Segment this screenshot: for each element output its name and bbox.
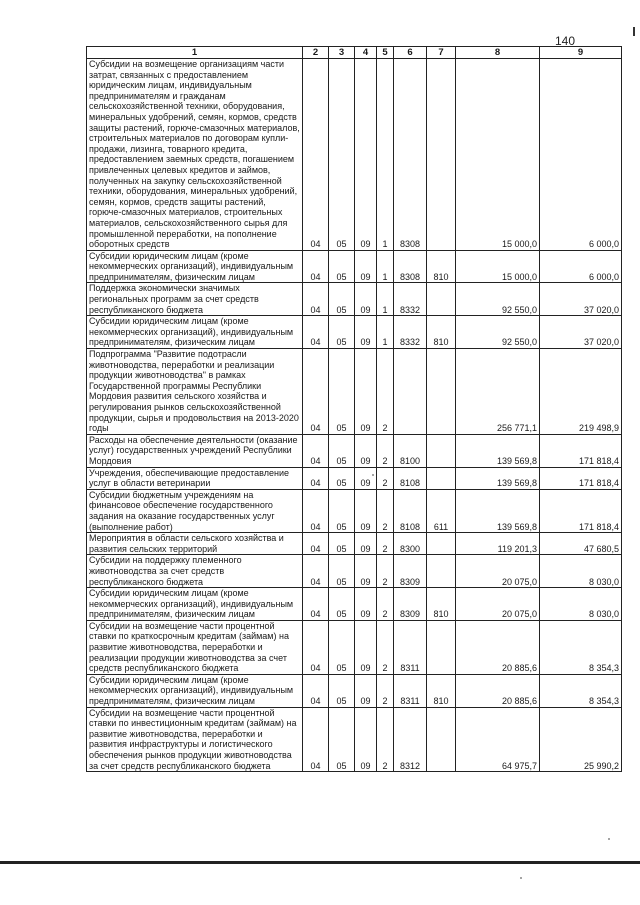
code-cell: 8312	[394, 707, 427, 772]
code-cell: 2	[377, 434, 394, 467]
table-row	[87, 707, 622, 772]
table-row	[87, 588, 622, 621]
code-cell: 611	[427, 489, 456, 532]
header-cell: 5	[377, 47, 394, 59]
code-cell	[427, 620, 456, 674]
code-cell: 05	[329, 620, 355, 674]
table-row	[87, 59, 622, 251]
code-cell	[427, 283, 456, 316]
amount-cell: 171 818,4	[540, 489, 622, 532]
row-name-cell: Субсидии юридическим лицам (кроме некоммерческих организаций), индивидуальным предпринимателям, физическим лицам	[87, 250, 303, 283]
code-cell: 09	[355, 588, 377, 621]
row-name-cell: Учреждения, обеспечивающие предоставление услуг в области ветеринарии	[87, 467, 303, 489]
code-cell: 09	[355, 533, 377, 555]
header-cell: 8	[456, 47, 540, 59]
code-cell: 04	[303, 533, 329, 555]
code-cell: 05	[329, 674, 355, 707]
amount-cell: 8 030,0	[540, 555, 622, 588]
code-cell: 04	[303, 674, 329, 707]
row-name-cell: Субсидии юридическим лицам (кроме некоммерческих организаций), индивидуальным предпринимателям, физическим лицам	[87, 674, 303, 707]
amount-cell: 139 569,8	[456, 489, 540, 532]
table-row	[87, 533, 622, 555]
code-cell: 09	[355, 316, 377, 349]
header-row	[87, 47, 622, 59]
row-name-cell: Субсидии на возмещение части процентной ставки по инвестиционным кредитам (займам) на развитие животноводства, переработки и развития инфраструктуры и логистического обеспечения рынков продукции животноводства за счет средств республиканского бюджета	[87, 707, 303, 772]
code-cell: 05	[329, 707, 355, 772]
amount-cell: 20 885,6	[456, 674, 540, 707]
code-cell: 8332	[394, 283, 427, 316]
code-cell	[427, 59, 456, 251]
amount-cell: 8 354,3	[540, 620, 622, 674]
amount-cell: 119 201,3	[456, 533, 540, 555]
amount-cell: 20 075,0	[456, 588, 540, 621]
amount-cell: 64 975,7	[456, 707, 540, 772]
code-cell: 8311	[394, 620, 427, 674]
code-cell: 04	[303, 316, 329, 349]
code-cell: 8108	[394, 467, 427, 489]
table-row	[87, 674, 622, 707]
code-cell: 1	[377, 59, 394, 251]
code-cell	[427, 349, 456, 435]
scan-speck	[520, 877, 522, 879]
amount-cell: 37 020,0	[540, 283, 622, 316]
code-cell: 2	[377, 555, 394, 588]
code-cell: 1	[377, 250, 394, 283]
header-cell: 9	[540, 47, 622, 59]
amount-cell: 92 550,0	[456, 316, 540, 349]
code-cell: 05	[329, 533, 355, 555]
code-cell: 2	[377, 588, 394, 621]
code-cell: 1	[377, 316, 394, 349]
code-cell	[427, 707, 456, 772]
amount-cell: 8 030,0	[540, 588, 622, 621]
code-cell	[427, 434, 456, 467]
code-cell: 2	[377, 674, 394, 707]
amount-cell: 256 771,1	[456, 349, 540, 435]
code-cell: 09	[355, 674, 377, 707]
amount-cell: 6 000,0	[540, 59, 622, 251]
table-row	[87, 467, 622, 489]
code-cell: 8308	[394, 59, 427, 251]
amount-cell: 139 569,8	[456, 467, 540, 489]
scan-speck	[372, 474, 374, 476]
row-name-cell: Субсидии бюджетным учреждениям на финансовое обеспечение государственного задания на оказание государственных услуг (выполнение работ)	[87, 489, 303, 532]
amount-cell: 20 885,6	[456, 620, 540, 674]
table-row	[87, 489, 622, 532]
bottom-border-line	[0, 861, 640, 864]
code-cell: 8311	[394, 674, 427, 707]
code-cell: 810	[427, 588, 456, 621]
code-cell: 04	[303, 588, 329, 621]
row-name-cell: Поддержка экономически значимых региональных программ за счет средств республиканского бюджета	[87, 283, 303, 316]
code-cell: 04	[303, 489, 329, 532]
amount-cell: 37 020,0	[540, 316, 622, 349]
table-row	[87, 316, 622, 349]
code-cell: 1	[377, 283, 394, 316]
code-cell: 05	[329, 489, 355, 532]
code-cell: 05	[329, 588, 355, 621]
table-body	[87, 59, 622, 772]
code-cell: 810	[427, 250, 456, 283]
amount-cell: 20 075,0	[456, 555, 540, 588]
code-cell: 04	[303, 707, 329, 772]
scan-speck	[608, 838, 610, 840]
code-cell: 04	[303, 620, 329, 674]
table-row	[87, 283, 622, 316]
amount-cell: 25 990,2	[540, 707, 622, 772]
code-cell: 2	[377, 533, 394, 555]
amount-cell: 139 569,8	[456, 434, 540, 467]
code-cell: 04	[303, 349, 329, 435]
code-cell: 09	[355, 489, 377, 532]
code-cell: 2	[377, 489, 394, 532]
code-cell: 2	[377, 620, 394, 674]
row-name-cell: Субсидии на возмещение части процентной ставки по краткосрочным кредитам (займам) на развитие животноводства, переработки и реализации продукции животноводства за счет средств республиканского бюджета	[87, 620, 303, 674]
code-cell: 04	[303, 434, 329, 467]
code-cell: 2	[377, 707, 394, 772]
amount-cell: 219 498,9	[540, 349, 622, 435]
code-cell: 09	[355, 555, 377, 588]
header-cell: 3	[329, 47, 355, 59]
header-cell: 2	[303, 47, 329, 59]
code-cell: 09	[355, 707, 377, 772]
code-cell	[427, 555, 456, 588]
amount-cell: 15 000,0	[456, 250, 540, 283]
code-cell: 05	[329, 316, 355, 349]
amount-cell: 6 000,0	[540, 250, 622, 283]
row-name-cell: Мероприятия в области сельского хозяйства и развития сельских территорий	[87, 533, 303, 555]
code-cell: 05	[329, 555, 355, 588]
code-cell: 8300	[394, 533, 427, 555]
edge-mark	[633, 27, 635, 36]
code-cell: 810	[427, 674, 456, 707]
code-cell: 2	[377, 349, 394, 435]
budget-table	[86, 46, 622, 772]
code-cell: 09	[355, 250, 377, 283]
code-cell: 2	[377, 467, 394, 489]
amount-cell: 92 550,0	[456, 283, 540, 316]
code-cell	[427, 467, 456, 489]
amount-cell: 15 000,0	[456, 59, 540, 251]
code-cell: 8100	[394, 434, 427, 467]
code-cell: 05	[329, 283, 355, 316]
code-cell: 05	[329, 467, 355, 489]
header-cell: 1	[87, 47, 303, 59]
header-cell: 4	[355, 47, 377, 59]
code-cell: 04	[303, 283, 329, 316]
row-name-cell: Расходы на обеспечение деятельности (оказание услуг) государственных учреждений Республики Мордовия	[87, 434, 303, 467]
code-cell: 09	[355, 349, 377, 435]
code-cell: 05	[329, 434, 355, 467]
table-row	[87, 620, 622, 674]
table-row	[87, 250, 622, 283]
page-number: 140	[555, 34, 576, 48]
amount-cell: 171 818,4	[540, 434, 622, 467]
code-cell: 09	[355, 434, 377, 467]
amount-cell: 47 680,5	[540, 533, 622, 555]
code-cell	[427, 533, 456, 555]
amount-cell: 8 354,3	[540, 674, 622, 707]
table-row	[87, 434, 622, 467]
row-name-cell: Субсидии юридическим лицам (кроме некоммерческих организаций), индивидуальным предпринимателям, физическим лицам	[87, 316, 303, 349]
code-cell: 04	[303, 250, 329, 283]
code-cell: 8308	[394, 250, 427, 283]
code-cell: 8332	[394, 316, 427, 349]
table-row	[87, 349, 622, 435]
row-name-cell: Субсидии на возмещение организациям части затрат, связанных с предоставлением юридическим лицам, индивидуальным предпринимателям и гражданам сельскохозяйственной техники, оборудования, минеральных удобрений, семян, кормов, средств защиты растений, горюче-смазочных материалов, строительных материалов по договорам купли-продажи, лизинга, товарного кредита, предоставлением заемных средств, погашением привлеченных целевых кредитов и займов, полученных на закупку сельскохозяйственной техники, оборудования, минеральных удобрений, семян, кормов, средств защиты растений, горюче-смазочных материалов, строительных материалов, сельскохозяйственного сырья для промышленной переработки, на пополнение оборотных средств	[87, 59, 303, 251]
header-cell: 6	[394, 47, 427, 59]
header-cell: 7	[427, 47, 456, 59]
code-cell: 04	[303, 467, 329, 489]
code-cell: 09	[355, 620, 377, 674]
row-name-cell: Субсидии на поддержку племенного животноводства за счет средств республиканского бюджета	[87, 555, 303, 588]
code-cell: 09	[355, 59, 377, 251]
table-row	[87, 555, 622, 588]
code-cell: 810	[427, 316, 456, 349]
code-cell: 09	[355, 283, 377, 316]
row-name-cell: Субсидии юридическим лицам (кроме некоммерческих организаций), индивидуальным предпринимателям, физическим лицам	[87, 588, 303, 621]
code-cell: 05	[329, 59, 355, 251]
code-cell: 09	[355, 467, 377, 489]
code-cell: 8309	[394, 555, 427, 588]
code-cell: 05	[329, 349, 355, 435]
row-name-cell: Подпрограмма "Развитие подотрасли животноводства, переработки и реализации продукции животноводства" в рамках Государственной программы Республики Мордовия развития сельского хозяйства и регулирования рынков сельскохозяйственной продукции, сырья и продовольствия на 2013-2020 годы	[87, 349, 303, 435]
code-cell: 04	[303, 555, 329, 588]
code-cell	[394, 349, 427, 435]
code-cell: 05	[329, 250, 355, 283]
code-cell: 8309	[394, 588, 427, 621]
amount-cell: 171 818,4	[540, 467, 622, 489]
code-cell: 04	[303, 59, 329, 251]
code-cell: 8108	[394, 489, 427, 532]
